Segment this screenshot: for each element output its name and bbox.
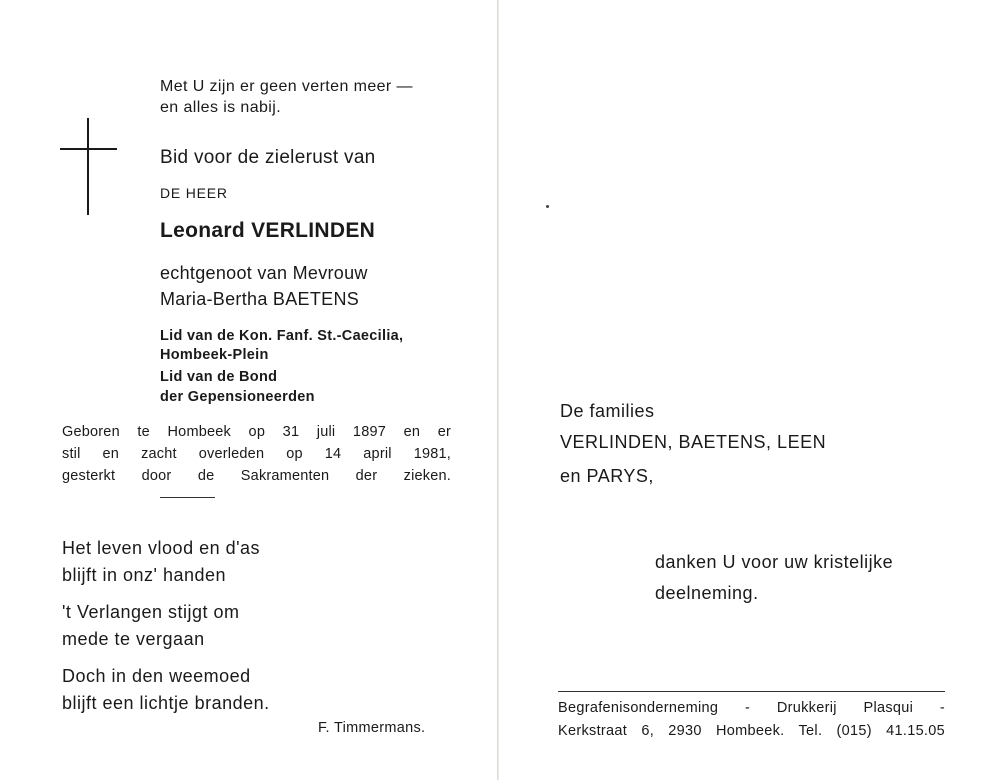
poem-line: blijft een lichtje branden.	[62, 693, 270, 713]
honorific: DE HEER	[160, 185, 228, 201]
membership-line: Lid van de Bond	[160, 369, 278, 385]
center-fold	[497, 0, 499, 780]
membership-line: Lid van de Kon. Fanf. St.-Caecilia,	[160, 328, 404, 344]
poem-author: F. Timmermans.	[318, 720, 426, 736]
printer-line: Kerkstraat 6, 2930 Hombeek. Tel. (015) 41.15.05	[558, 723, 945, 739]
membership-line: Hombeek-Plein	[160, 347, 269, 363]
thanks-line: deelneming.	[655, 583, 759, 603]
spouse-line-1: echtgenoot van Mevrouw	[160, 263, 368, 283]
spouse-line-2: Maria-Bertha BAETENS	[160, 289, 360, 309]
printer-divider	[558, 691, 945, 692]
prayer-text: Bid voor de zielerust van	[160, 147, 376, 168]
motto-line-1: Met U zijn er geen verten meer —	[160, 78, 413, 95]
birth-death-line: gesterkt door de Sakramenten der zieken.	[62, 468, 451, 484]
families-line: en PARYS,	[560, 466, 654, 486]
divider	[160, 497, 215, 498]
birth-death-line: stil en zacht overleden op 14 april 1981,	[62, 446, 451, 462]
families-line: VERLINDEN, BAETENS, LEEN	[560, 432, 827, 452]
poem-line: 't Verlangen stijgt om	[62, 602, 240, 622]
motto-line-2: en alles is nabij.	[160, 99, 282, 116]
thanks-line: danken U voor uw kristelijke	[655, 552, 894, 572]
poem-line: mede te vergaan	[62, 629, 205, 649]
print-speck	[546, 205, 549, 208]
deceased-name: Leonard VERLINDEN	[160, 219, 376, 242]
poem-line: blijft in onz' handen	[62, 565, 227, 585]
membership-line: der Gepensioneerden	[160, 389, 315, 405]
poem-line: Doch in den weemoed	[62, 666, 251, 686]
poem-line: Het leven vlood en d'as	[62, 538, 261, 558]
birth-death-line: Geboren te Hombeek op 31 juli 1897 en er	[62, 424, 451, 440]
printer-line: Begrafenisonderneming - Drukkerij Plasqui -	[558, 700, 945, 716]
families-line: De families	[560, 401, 655, 421]
